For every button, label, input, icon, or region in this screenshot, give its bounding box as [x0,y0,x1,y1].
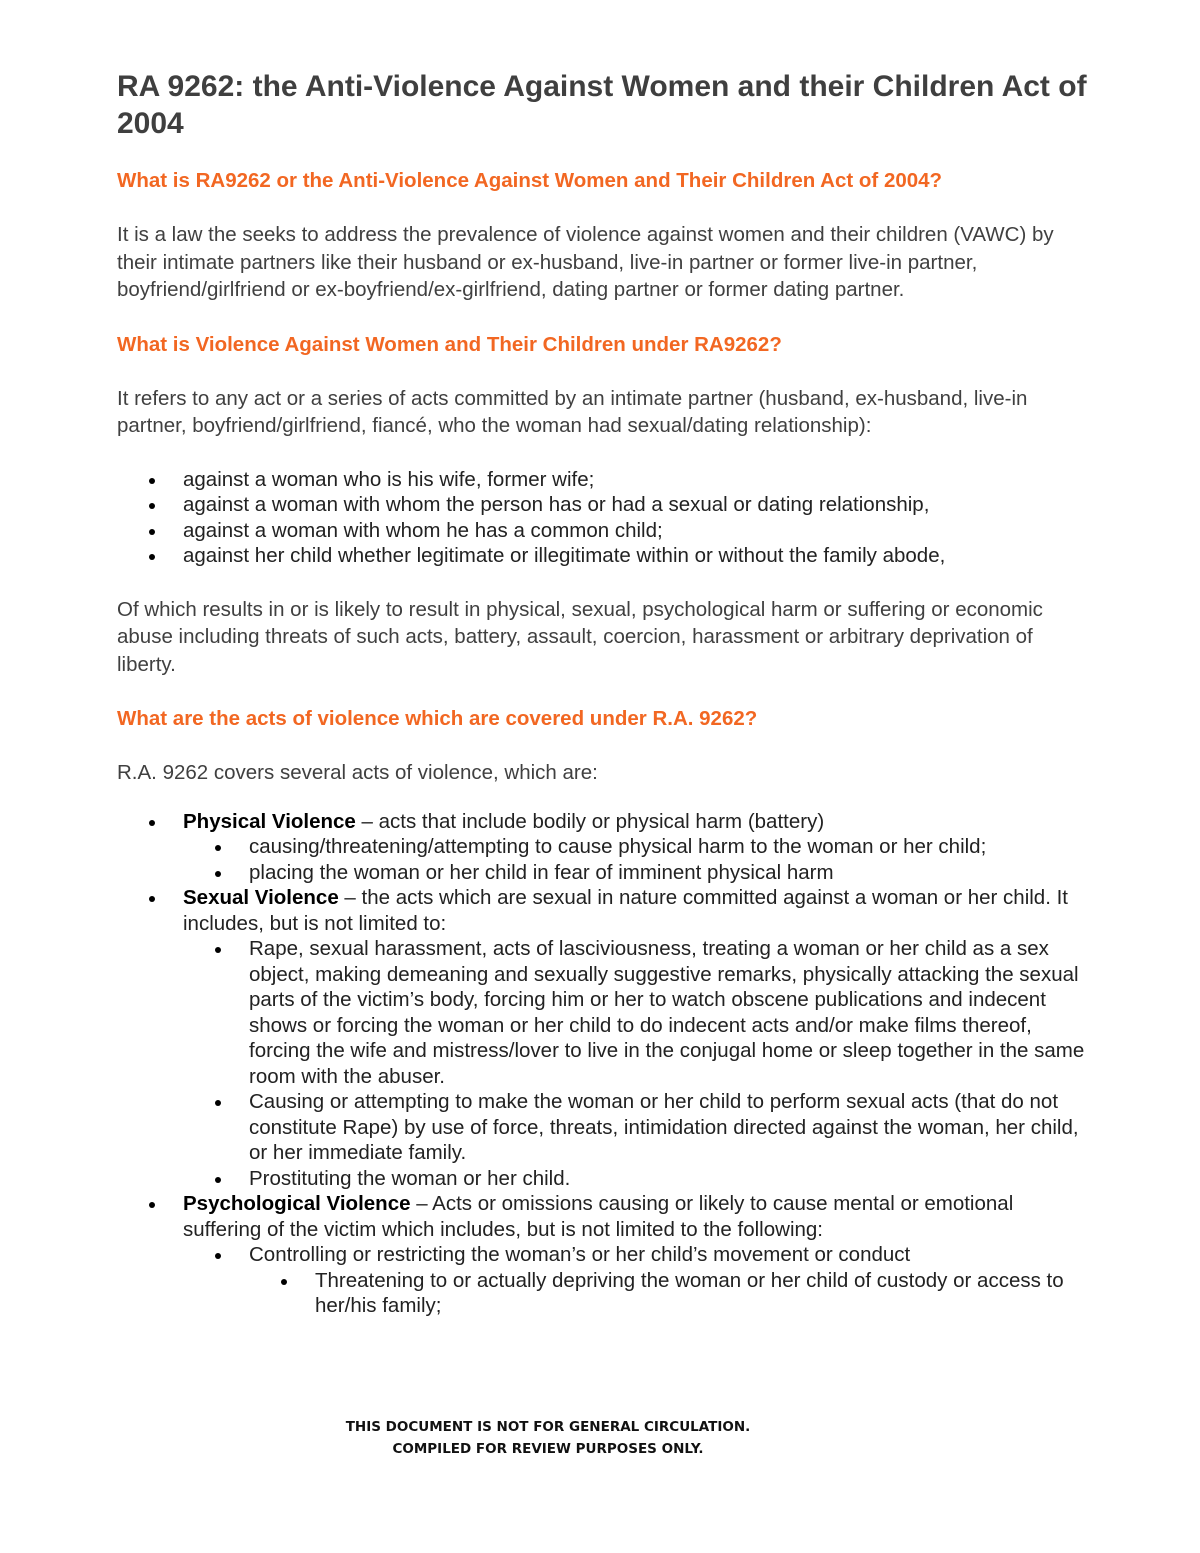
section2-outro: Of which results in or is likely to result in physical, sexual, psychological harm or suffering or economic abuse including threats of such acts, battery, assault, coercion, harassment or arbitrary deprivation of liberty. [117,597,1043,676]
section1-heading: What is RA9262 or the Anti-Violence Against Women and Their Children Act of 2004? [117,169,943,192]
document-content [117,68,1092,1319]
sexual-violence-item [117,885,1092,1191]
acts-list [117,809,1092,1319]
physical-violence-sublist [183,834,1092,885]
list-item: against a woman who is his wife, former wife; [117,467,1092,493]
psychological-item-text: Controlling or restricting the woman’s or her child’s movement or conduct [249,1243,911,1266]
footer-line2: COMPILED FOR REVIEW PURPOSES ONLY. [392,1441,704,1457]
footer-line1: THIS DOCUMENT IS NOT FOR GENERAL CIRCULATION. [345,1419,751,1435]
section2-heading: What is Violence Against Women and Their Children under RA9262? [117,332,782,356]
page-title: RA 9262: the Anti-Violence Against Women and their Children Act of 2004 [117,70,1087,140]
list-item: Prostituting the woman or her child. [183,1166,1092,1192]
psychological-violence-term: Psychological Violence [183,1192,411,1215]
section3-intro: R.A. 9262 covers several acts of violence, which are: [117,761,598,784]
section2-list [117,467,1092,569]
sexual-violence-term: Sexual Violence [183,886,339,909]
section2-intro: It refers to any act or a series of acts committed by an intimate partner (husband, ex-husband, live-in partner, boyfriend/girlfriend, fiancé, who the woman had sexual/dating relationship): [117,386,1028,437]
psychological-violence-desc: – Acts or omissions causing or likely to cause mental or emotional suffering of the victim which includes, but is not limited to the following: [183,1192,1014,1241]
list-item: causing/threatening/attempting to cause physical harm to the woman or her child; [183,834,1092,860]
physical-violence-desc: – acts that include bodily or physical harm (battery) [355,809,825,833]
list-item [183,1242,1092,1319]
psychological-violence-sublist [183,1242,1092,1319]
footer-notice [0,1416,1096,1460]
list-item: Threatening to or actually depriving the woman or her child of custody or access to her/his family; [249,1268,1092,1319]
psychological-violence-item [117,1191,1092,1319]
physical-violence-term: Physical Violence [183,809,356,833]
list-item: against a woman with whom the person has or had a sexual or dating relationship, [117,492,1092,518]
section3-heading: What are the acts of violence which are covered under R.A. 9262? [117,707,758,730]
list-item: against her child whether legitimate or illegitimate within or without the family abode, [117,543,1092,569]
sexual-violence-desc: – the acts which are sexual in nature committed against a woman or her child. It includes, but is not limited to: [183,886,1068,935]
section1-body: It is a law the seeks to address the prevalence of violence against women and their children (VAWC) by their intimate partners like their husband or ex-husband, live-in partner or former live-in partner, boyfriend/girlfriend or ex-boyfriend/ex-girlfriend, dating partner or former dating partner. [117,223,1054,301]
list-item: Rape, sexual harassment, acts of lasciviousness, treating a woman or her child as a sex object, making demeaning and sexually suggestive remarks, physically attacking the sexual parts of the victim’s body, forcing him or her to watch obscene publications and indecent shows or forcing the woman or her child to do indecent acts and/or make films thereof, forcing the wife and mistress/lover to live in the conjugal home or sleep together in the same room with the abuser. [183,936,1092,1089]
physical-violence-item [117,809,1092,886]
list-item: against a woman with whom he has a common child; [117,518,1092,544]
sexual-violence-sublist [183,936,1092,1191]
list-item: placing the woman or her child in fear of imminent physical harm [183,860,1092,886]
psychological-nested-list [249,1268,1092,1319]
list-item: Causing or attempting to make the woman or her child to perform sexual acts (that do not constitute Rape) by use of force, threats, intimidation directed against the woman, her child, or her immediate family. [183,1089,1092,1166]
